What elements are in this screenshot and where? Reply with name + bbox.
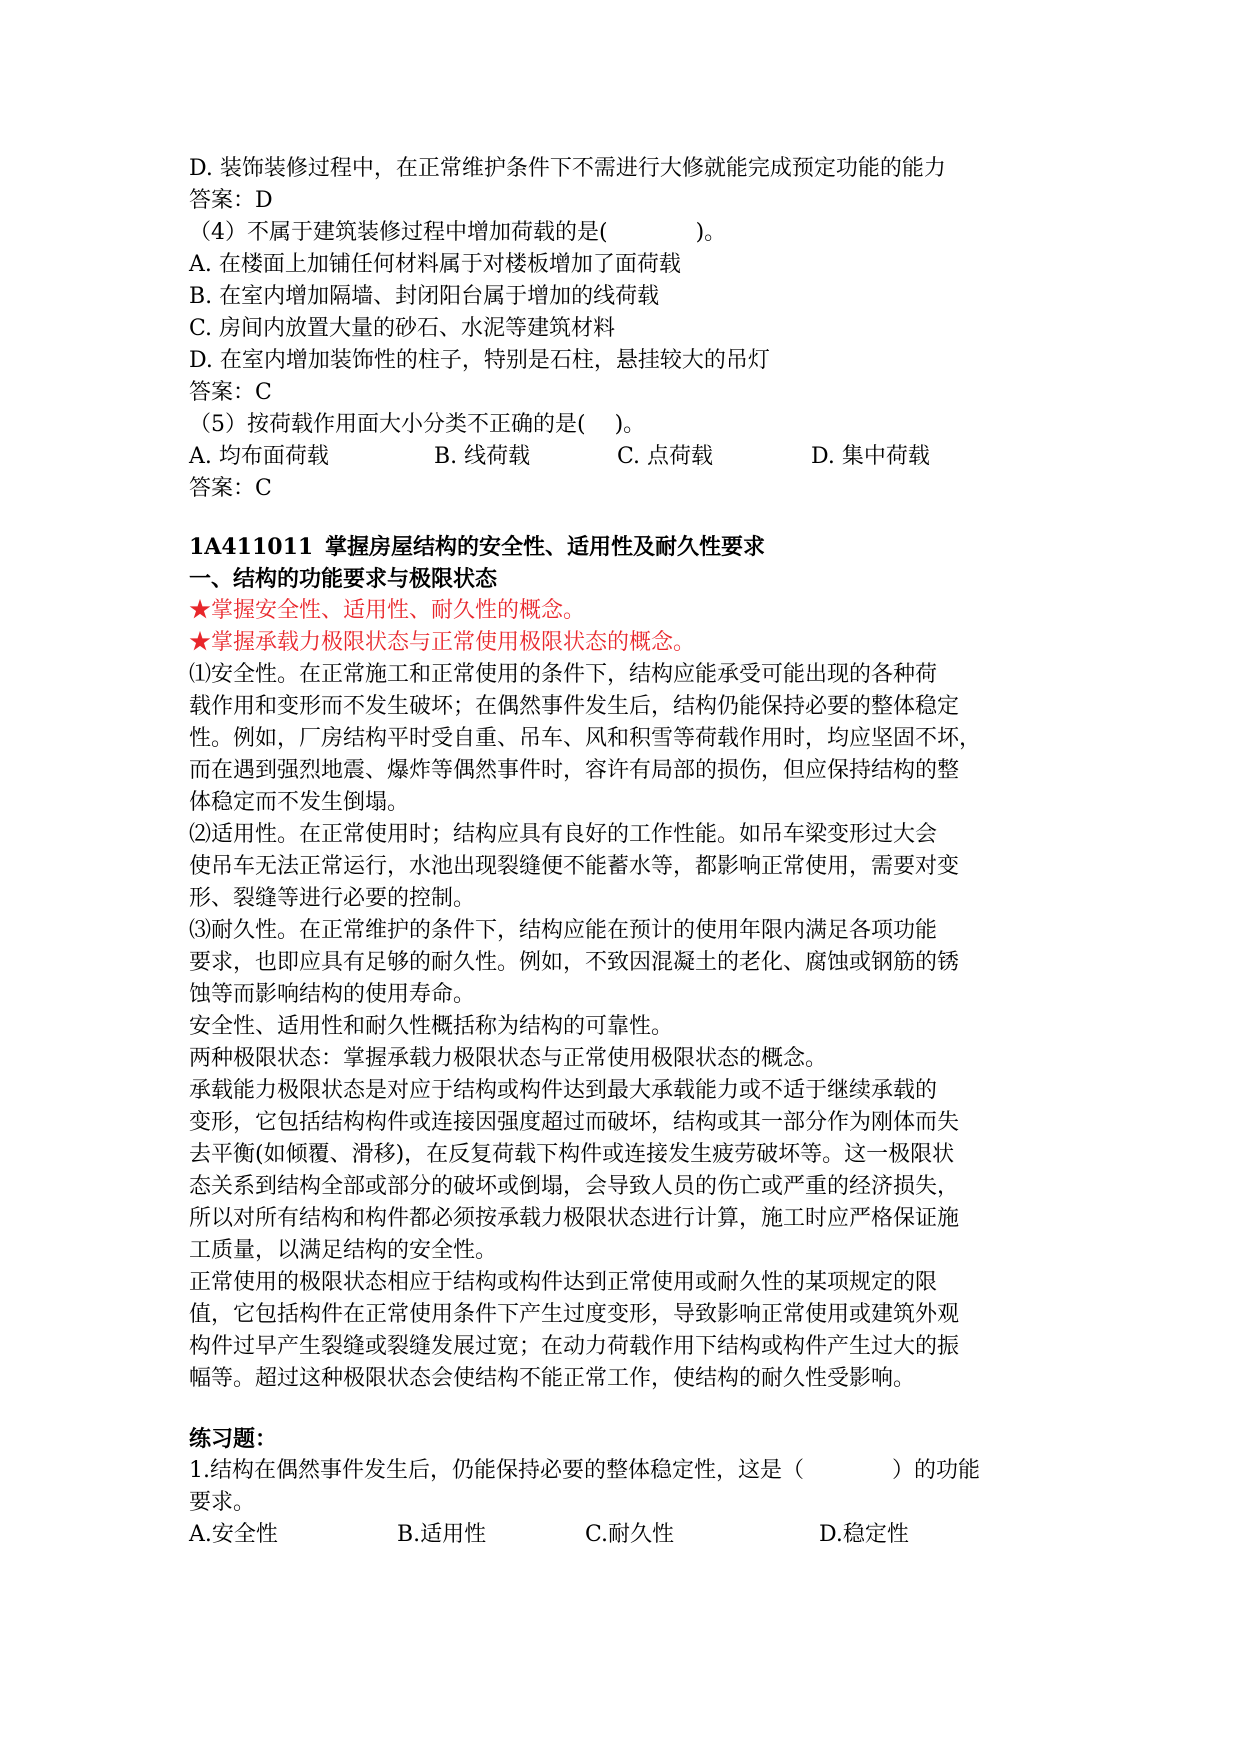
section-title: 掌握房屋结构的安全性、适用性及耐久性要求: [325, 534, 766, 560]
q5-option-c: C. 点荷载: [617, 444, 714, 469]
paragraph-line: ⑴安全性。在正常施工和正常使用的条件下，结构应能承受可能出现的各种荷: [189, 662, 938, 687]
two-states-line: 两种极限状态：掌握承载力极限状态与正常使用极限状态的概念。: [189, 1046, 828, 1071]
paragraph-line: 要求，也即应具有足够的耐久性。例如，不致因混凝土的老化、腐蚀或钢筋的锈: [189, 950, 960, 975]
q4-option-b: B. 在室内增加隔墙、封闭阳台属于增加的线荷载: [189, 284, 660, 309]
paragraph-line: 构件过早产生裂缝或裂缝发展过宽；在动力荷载作用下结构或构件产生过大的振: [189, 1334, 960, 1359]
exercise-q1-option-d: D.稳定性: [819, 1522, 909, 1547]
paragraph-line: ⑶耐久性。在正常维护的条件下，结构应能在预计的使用年限内满足各项功能: [189, 918, 938, 943]
ultimate-state-paragraph: [189, 1075, 1069, 1267]
key-point-2: ★掌握承载力极限状态与正常使用极限状态的概念。: [189, 630, 696, 655]
paragraph-line: 正常使用的极限状态相应于结构或构件达到正常使用或耐久性的某项规定的限: [189, 1270, 938, 1295]
paragraph-line: 形、裂缝等进行必要的控制。: [189, 886, 476, 911]
paragraph-line: ⑵适用性。在正常使用时；结构应具有良好的工作性能。如吊车梁变形过大会: [189, 822, 938, 847]
q5-answer: 答案：C: [189, 476, 272, 501]
exercise-q1-line2: 要求。: [189, 1490, 256, 1515]
safety-paragraph: [189, 659, 1069, 819]
paragraph-line: 载作用和变形而不发生破坏；在偶然事件发生后，结构仍能保持必要的整体稳定: [189, 694, 960, 719]
paragraph-line: 值，它包括构件在正常使用条件下产生过度变形，导致影响正常使用或建筑外观: [189, 1302, 960, 1327]
exercise-q1-line1: 1.结构在偶然事件发生后，仍能保持必要的整体稳定性，这是（ ）的功能: [189, 1458, 980, 1483]
exercise-heading: 练习题：: [189, 1426, 278, 1452]
paragraph-line: 使吊车无法正常运行，水池出现裂缝便不能蓄水等，都影响正常使用，需要对变: [189, 854, 960, 879]
reliability-line: 安全性、适用性和耐久性概括称为结构的可靠性。: [189, 1014, 674, 1039]
document-page: [189, 153, 1069, 1551]
applicability-paragraph: [189, 819, 1069, 915]
paragraph-line: 承载能力极限状态是对应于结构或构件达到最大承载能力或不适于继续承载的: [189, 1078, 938, 1103]
paragraph-line: 幅等。超过这种极限状态会使结构不能正常工作，使结构的耐久性受影响。: [189, 1366, 916, 1391]
key-point-1: ★掌握安全性、适用性、耐久性的概念。: [189, 598, 586, 623]
paragraph-line: 变形，它包括结构构件或连接因强度超过而破坏，结构或其一部分作为刚体而失: [189, 1110, 960, 1135]
q4-answer: 答案：C: [189, 380, 272, 405]
q5-option-d: D. 集中荷载: [811, 444, 930, 469]
q5-options: [189, 441, 1069, 473]
paragraph-line: 而在遇到强烈地震、爆炸等偶然事件时，容许有局部的损伤，但应保持结构的整: [189, 758, 960, 783]
q3-option-d: D. 装饰装修过程中，在正常维护条件下不需进行大修就能完成预定功能的能力: [189, 156, 946, 181]
paragraph-line: 去平衡(如倾覆、滑移)，在反复荷载下构件或连接发生疲劳破坏等。这一极限状: [189, 1142, 955, 1167]
exercise-q1-option-a: A.安全性: [189, 1522, 278, 1547]
serviceability-state-paragraph: [189, 1267, 1069, 1395]
paragraph-line: 态关系到结构全部或部分的破坏或倒塌，会导致人员的伤亡或严重的经济损失，: [189, 1174, 960, 1199]
q4-option-c: C. 房间内放置大量的砂石、水泥等建筑材料: [189, 316, 616, 341]
q4-option-d: D. 在室内增加装饰性的柱子，特别是石柱，悬挂较大的吊灯: [189, 348, 770, 373]
q5-option-a: A. 均布面荷载: [189, 444, 329, 469]
section-code: 1A411011: [189, 534, 314, 560]
q5-stem: （5）按荷载作用面大小分类不正确的是( )。: [189, 412, 646, 437]
exercise-q1-option-c: C.耐久性: [585, 1522, 675, 1547]
paragraph-line: 性。例如，厂房结构平时受自重、吊车、风和积雪等荷载作用时，均应坚固不坏，: [189, 726, 982, 751]
exercise-q1-option-b: B.适用性: [397, 1522, 487, 1547]
section-heading: [189, 531, 1069, 563]
paragraph-line: 蚀等而影响结构的使用寿命。: [189, 982, 476, 1007]
q5-option-b: B. 线荷载: [434, 444, 531, 469]
q3-answer: 答案：D: [189, 188, 273, 213]
exercise-q1-options: [189, 1519, 1069, 1551]
paragraph-line: 工质量，以满足结构的安全性。: [189, 1238, 498, 1263]
section-subtitle: 一、结构的功能要求与极限状态: [189, 566, 498, 592]
q4-stem: （4）不属于建筑装修过程中增加荷载的是( )。: [189, 220, 727, 245]
durability-paragraph: [189, 915, 1069, 1011]
paragraph-line: 所以对所有结构和构件都必须按承载力极限状态进行计算，施工时应严格保证施: [189, 1206, 960, 1231]
q4-option-a: A. 在楼面上加铺任何材料属于对楼板增加了面荷载: [189, 252, 681, 277]
paragraph-line: 体稳定而不发生倒塌。: [189, 790, 410, 815]
